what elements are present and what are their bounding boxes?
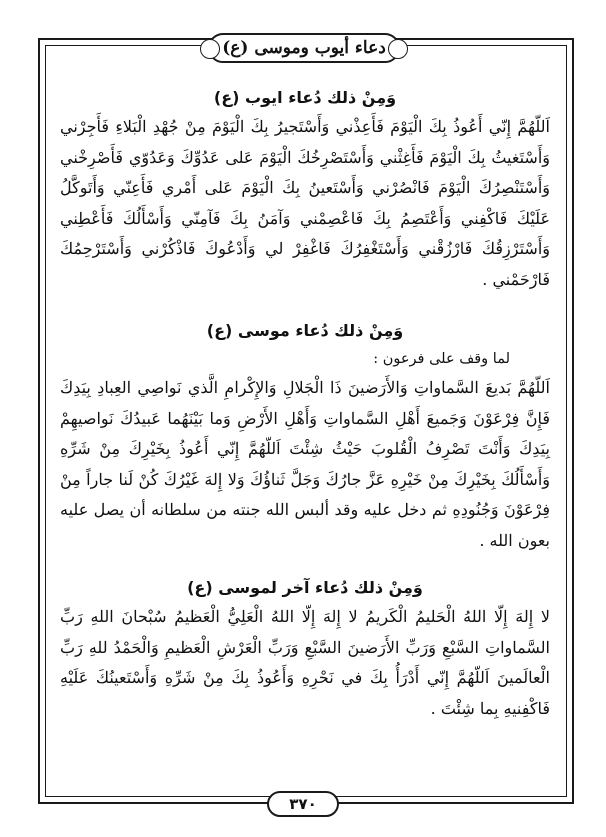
section-intro-musa: لما وقف على فرعون : [373,351,510,367]
section-title-musa: وَمِنْ ذلك دُعاء موسى (ع) [206,321,404,340]
section-title-musa-other: وَمِنْ ذلك دُعاء آخر لموسى (ع) [187,578,423,597]
running-header [208,33,400,63]
section-musa [60,319,550,556]
page-content [60,86,550,724]
section-spacer [60,295,550,319]
supplication-text-musa-other: لا إِلهَ إِلّا اللهُ الْحَليمُ الْكَريمُ لا إِلهَ إِلّا اللهُ الْعَلِيُّ الْعَظيمُ سُبْحانَ اللهِ رَبِّ السَّماواتِ السَّبْعِ وَرَبِّ الأَرَضينَ السَّبْعِ وَرَبِّ الْعَرْشِ الْعَظيمِ وَالْحَمْدُ للهِ رَبِّ الْعالَمينَ اَللّهُمَّ إِنّي أَدْرَأُ بِكَ في نَحْرِهِ وَأَعُوذُ بِكَ مِنْ شَرِّهِ وَأَسْتَعينُكَ عَلَيْهِ فَاكْفِنيهِ بِما شِئْتَ . [60,607,550,718]
section-title-ayyub: وَمِنْ ذلك دُعاء ايوب (ع) [213,88,397,107]
section-spacer [60,556,550,576]
running-header-title: دعاء أيوب وموسى (ع) [222,38,386,58]
section-musa-other [60,576,550,724]
supplication-text-musa: اَللّهُمَّ بَديعَ السَّماواتِ وَالأَرَضينَ ذَا الْجَلالِ وَالإِكْرامِ الَّذي نَواصِي العِبادِ بِيَدِكَ فَإِنَّ فِرْعَوْنَ وَجَميعَ أَهْلِ السَّماواتِ وَأَهْلِ الأَرْضِ وَما بَيْنَهُما عَبيدُكَ نَواصيهِمْ بِيَدِكَ وَأَنْتَ تَصْرِفُ الْقُلوبَ حَيْثُ شِئْتَ اَللّهُمَّ إِنّي أَعُوذُ بِخَيْرِكَ مِنْ شَرِّهِ وَأَسْأَلُكَ بِخَيْرِكَ مِنْ خَيْرِهِ عَزَّ جارُكَ وَجَلَّ ثَناؤُكَ وَلا إِلهَ غَيْرُكَ كُنْ لَنا جاراً مِنْ فِرْعَوْنَ وَجُنُودِهِ ثم دخل عليه وقد ألبس الله جنته من سلطانه أن يصل عليه بعون الله . [60,378,551,550]
section-ayyub [60,86,550,295]
page-number [267,791,339,817]
page-number-text: ٣٧٠ [289,795,317,813]
supplication-text-ayyub: اَللّهُمَّ إِنّي أَعُوذُ بِكَ الْيَوْمَ فَأَعِذْني وَأَسْتَجيرُ بِكَ الْيَوْمَ مِنْ جُهْدِ الْبَلاءِ فَأَجِرْني وَأَسْتَغيثُ بِكَ الْيَوْمَ فَأَغِثْني وَأَسْتَصْرِخُكَ الْيَوْمَ عَلى عَدُوِّكَ وَعَدُوّي فَأَصْرِخْني وَأَسْتَنْصِرُكَ الْيَوْمَ فَانْصُرْني وَأَسْتَعينُ بِكَ الْيَوْمَ عَلى أَمْري فَأَعِنّي وَأَتَوكَّلُ عَلَيْكَ فَاكْفِني وَأَعْتَصِمُ بِكَ فَاعْصِمْني وَآمَنُ بِكَ فَآمِنّي وَأَسْأَلُكَ فَأَعْطِني وَأَسْتَرْزِقُكَ فَارْزُقْني وَأَسْتَغْفِرُكَ فَاغْفِرْ لي وَأَدْعُوكَ فَاذْكُرْني وَأَسْتَرْحِمُكَ فَارْحَمْني . [60,117,550,289]
